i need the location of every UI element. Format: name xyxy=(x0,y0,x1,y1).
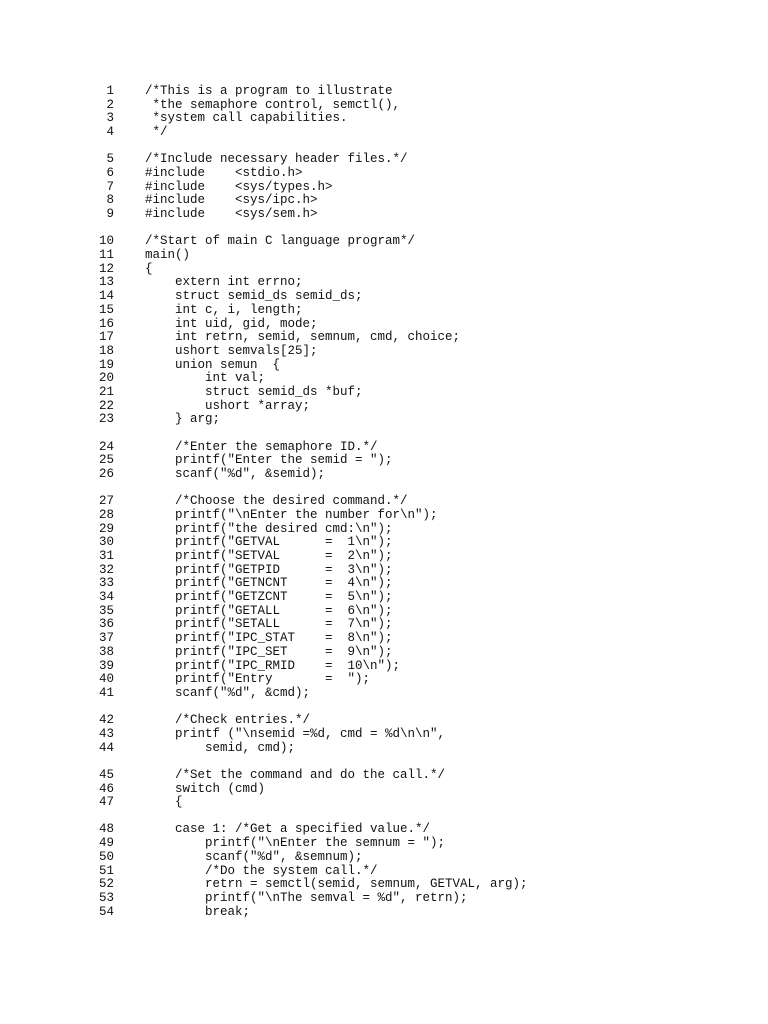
line-number: 13 xyxy=(98,275,114,290)
code-text: int c, i, length; xyxy=(145,302,303,317)
block-gap xyxy=(0,701,768,715)
line-number: 35 xyxy=(98,603,114,618)
code-line xyxy=(0,495,768,509)
code-text: printf("IPC_STAT = 8\n"); xyxy=(145,631,393,646)
line-number: 52 xyxy=(98,877,114,892)
code-text: /*Enter the semaphore ID.*/ xyxy=(145,439,378,454)
block-gap xyxy=(0,222,768,236)
block-gap xyxy=(0,482,768,496)
line-number: 21 xyxy=(98,384,114,399)
code-text: break; xyxy=(145,904,251,919)
line-number: 7 xyxy=(106,179,114,194)
code-line xyxy=(0,783,768,797)
line-number: 47 xyxy=(98,795,114,810)
line-number: 12 xyxy=(98,261,114,276)
code-line xyxy=(0,796,768,810)
code-text: scanf("%d", &cmd); xyxy=(145,685,311,700)
code-line xyxy=(0,167,768,181)
line-number: 33 xyxy=(98,576,114,591)
code-line xyxy=(0,235,768,249)
code-line xyxy=(0,509,768,523)
code-text: case 1: /*Get a specified value.*/ xyxy=(145,822,431,837)
code-line xyxy=(0,523,768,537)
code-text: struct semid_ds *buf; xyxy=(145,384,363,399)
line-number: 28 xyxy=(98,507,114,522)
block-gap xyxy=(0,810,768,824)
code-text: ushort semvals[25]; xyxy=(145,343,318,358)
code-text: /*Choose the desired command.*/ xyxy=(145,494,408,509)
code-text: semid, cmd); xyxy=(145,740,296,755)
code-text: printf("GETALL = 6\n"); xyxy=(145,603,393,618)
code-line xyxy=(0,413,768,427)
code-line xyxy=(0,263,768,277)
code-line xyxy=(0,99,768,113)
code-line xyxy=(0,687,768,701)
code-text: /*Do the system call.*/ xyxy=(145,863,378,878)
code-line xyxy=(0,331,768,345)
line-number: 44 xyxy=(98,740,114,755)
code-text: printf("\nEnter the semnum = "); xyxy=(145,836,446,851)
line-number: 8 xyxy=(106,193,114,208)
code-text: printf("GETPID = 3\n"); xyxy=(145,562,393,577)
line-number: 15 xyxy=(98,302,114,317)
line-number: 54 xyxy=(98,904,114,919)
code-line xyxy=(0,249,768,263)
code-text: #include <stdio.h> xyxy=(145,166,303,181)
code-line xyxy=(0,85,768,99)
code-text: { xyxy=(145,795,183,810)
line-number: 41 xyxy=(98,685,114,700)
line-number: 16 xyxy=(98,316,114,331)
code-line xyxy=(0,618,768,632)
line-number: 19 xyxy=(98,357,114,372)
code-text: printf("\nThe semval = %d", retrn); xyxy=(145,890,468,905)
code-line xyxy=(0,591,768,605)
code-text: int uid, gid, mode; xyxy=(145,316,318,331)
code-line xyxy=(0,208,768,222)
code-line xyxy=(0,112,768,126)
code-text: switch (cmd) xyxy=(145,781,266,796)
code-text: printf("IPC_SET = 9\n"); xyxy=(145,644,393,659)
code-line xyxy=(0,878,768,892)
code-text: printf("the desired cmd:\n"); xyxy=(145,521,393,536)
code-line xyxy=(0,454,768,468)
code-line xyxy=(0,318,768,332)
line-number: 3 xyxy=(106,111,114,126)
line-number: 39 xyxy=(98,658,114,673)
line-number: 40 xyxy=(98,672,114,687)
line-number: 49 xyxy=(98,836,114,851)
code-line xyxy=(0,742,768,756)
code-line xyxy=(0,646,768,660)
code-text: printf("\nEnter the number for\n"); xyxy=(145,507,438,522)
code-text: *system call capabilities. xyxy=(145,111,348,126)
code-line xyxy=(0,441,768,455)
line-number: 18 xyxy=(98,343,114,358)
code-line xyxy=(0,550,768,564)
line-number: 14 xyxy=(98,289,114,304)
code-line xyxy=(0,153,768,167)
line-number: 34 xyxy=(98,590,114,605)
line-number: 53 xyxy=(98,890,114,905)
line-number: 22 xyxy=(98,398,114,413)
line-number: 30 xyxy=(98,535,114,550)
code-text: union semun { xyxy=(145,357,281,372)
code-line xyxy=(0,673,768,687)
line-number: 23 xyxy=(98,412,114,427)
block-gap xyxy=(0,427,768,441)
code-text: #include <sys/ipc.h> xyxy=(145,193,318,208)
line-number: 51 xyxy=(98,863,114,878)
line-number: 11 xyxy=(98,248,114,263)
code-text: printf("GETVAL = 1\n"); xyxy=(145,535,393,550)
code-line xyxy=(0,359,768,373)
code-line xyxy=(0,468,768,482)
code-text: printf("Enter the semid = "); xyxy=(145,453,393,468)
code-text: printf("GETNCNT = 4\n"); xyxy=(145,576,393,591)
line-number: 38 xyxy=(98,644,114,659)
code-line xyxy=(0,769,768,783)
code-line xyxy=(0,290,768,304)
code-text: extern int errno; xyxy=(145,275,303,290)
line-number: 46 xyxy=(98,781,114,796)
code-line xyxy=(0,865,768,879)
line-number: 50 xyxy=(98,849,114,864)
line-number: 45 xyxy=(98,767,114,782)
line-number: 6 xyxy=(106,166,114,181)
code-line xyxy=(0,304,768,318)
code-text: printf("SETVAL = 2\n"); xyxy=(145,549,393,563)
code-line xyxy=(0,194,768,208)
line-number: 48 xyxy=(98,822,114,837)
block-gap xyxy=(0,140,768,154)
code-text: */ xyxy=(145,125,168,140)
line-number: 24 xyxy=(98,439,114,454)
code-line xyxy=(0,632,768,646)
line-number: 9 xyxy=(106,207,114,222)
code-text: struct semid_ds semid_ds; xyxy=(145,289,363,304)
code-line xyxy=(0,564,768,578)
line-number: 4 xyxy=(106,125,114,140)
code-text: printf ("\nsemid =%d, cmd = %d\n\n", xyxy=(145,726,446,741)
line-number: 26 xyxy=(98,466,114,481)
line-number: 25 xyxy=(98,453,114,468)
code-line xyxy=(0,837,768,851)
code-line xyxy=(0,345,768,359)
code-text: /*This is a program to illustrate xyxy=(145,84,393,98)
line-number: 10 xyxy=(98,234,114,249)
line-number: 20 xyxy=(98,371,114,386)
code-text: scanf("%d", &semnum); xyxy=(145,849,363,864)
code-line xyxy=(0,276,768,290)
line-number: 2 xyxy=(106,97,114,112)
code-line xyxy=(0,660,768,674)
code-line xyxy=(0,386,768,400)
code-line xyxy=(0,126,768,140)
code-line xyxy=(0,577,768,591)
code-text: scanf("%d", &semid); xyxy=(145,466,326,481)
code-text: ushort *array; xyxy=(145,398,311,413)
line-number: 27 xyxy=(98,494,114,509)
code-line xyxy=(0,400,768,414)
line-number: 37 xyxy=(98,631,114,646)
code-text: printf("IPC_RMID = 10\n"); xyxy=(145,658,401,673)
code-line xyxy=(0,372,768,386)
code-text: /*Include necessary header files.*/ xyxy=(145,152,408,167)
code-line xyxy=(0,851,768,865)
code-line xyxy=(0,605,768,619)
code-line xyxy=(0,906,768,920)
code-line xyxy=(0,714,768,728)
line-number: 36 xyxy=(98,617,114,632)
line-number: 1 xyxy=(106,84,114,98)
code-text: printf("SETALL = 7\n"); xyxy=(145,617,393,632)
code-text: int val; xyxy=(145,371,266,386)
line-number: 31 xyxy=(98,549,114,563)
code-line xyxy=(0,728,768,742)
code-text: /*Start of main C language program*/ xyxy=(145,234,416,249)
code-text: printf("GETZCNT = 5\n"); xyxy=(145,590,393,605)
code-line xyxy=(0,892,768,906)
code-listing xyxy=(0,85,768,919)
code-line xyxy=(0,181,768,195)
code-text: /*Check entries.*/ xyxy=(145,713,311,728)
line-number: 32 xyxy=(98,562,114,577)
line-number: 17 xyxy=(98,330,114,345)
block-gap xyxy=(0,755,768,769)
code-text: { xyxy=(145,261,153,276)
code-text: printf("Entry = "); xyxy=(145,672,371,687)
code-text: /*Set the command and do the call.*/ xyxy=(145,767,446,782)
line-number: 42 xyxy=(98,713,114,728)
code-line xyxy=(0,823,768,837)
code-text: *the semaphore control, semctl(), xyxy=(145,97,401,112)
code-text: retrn = semctl(semid, semnum, GETVAL, arg); xyxy=(145,877,528,892)
code-text: #include <sys/sem.h> xyxy=(145,207,318,222)
line-number: 5 xyxy=(106,152,114,167)
code-text: } arg; xyxy=(145,412,221,427)
line-number: 29 xyxy=(98,521,114,536)
code-text: #include <sys/types.h> xyxy=(145,179,333,194)
code-line xyxy=(0,536,768,550)
code-text: main() xyxy=(145,248,191,263)
line-number: 43 xyxy=(98,726,114,741)
code-text: int retrn, semid, semnum, cmd, choice; xyxy=(145,330,461,345)
